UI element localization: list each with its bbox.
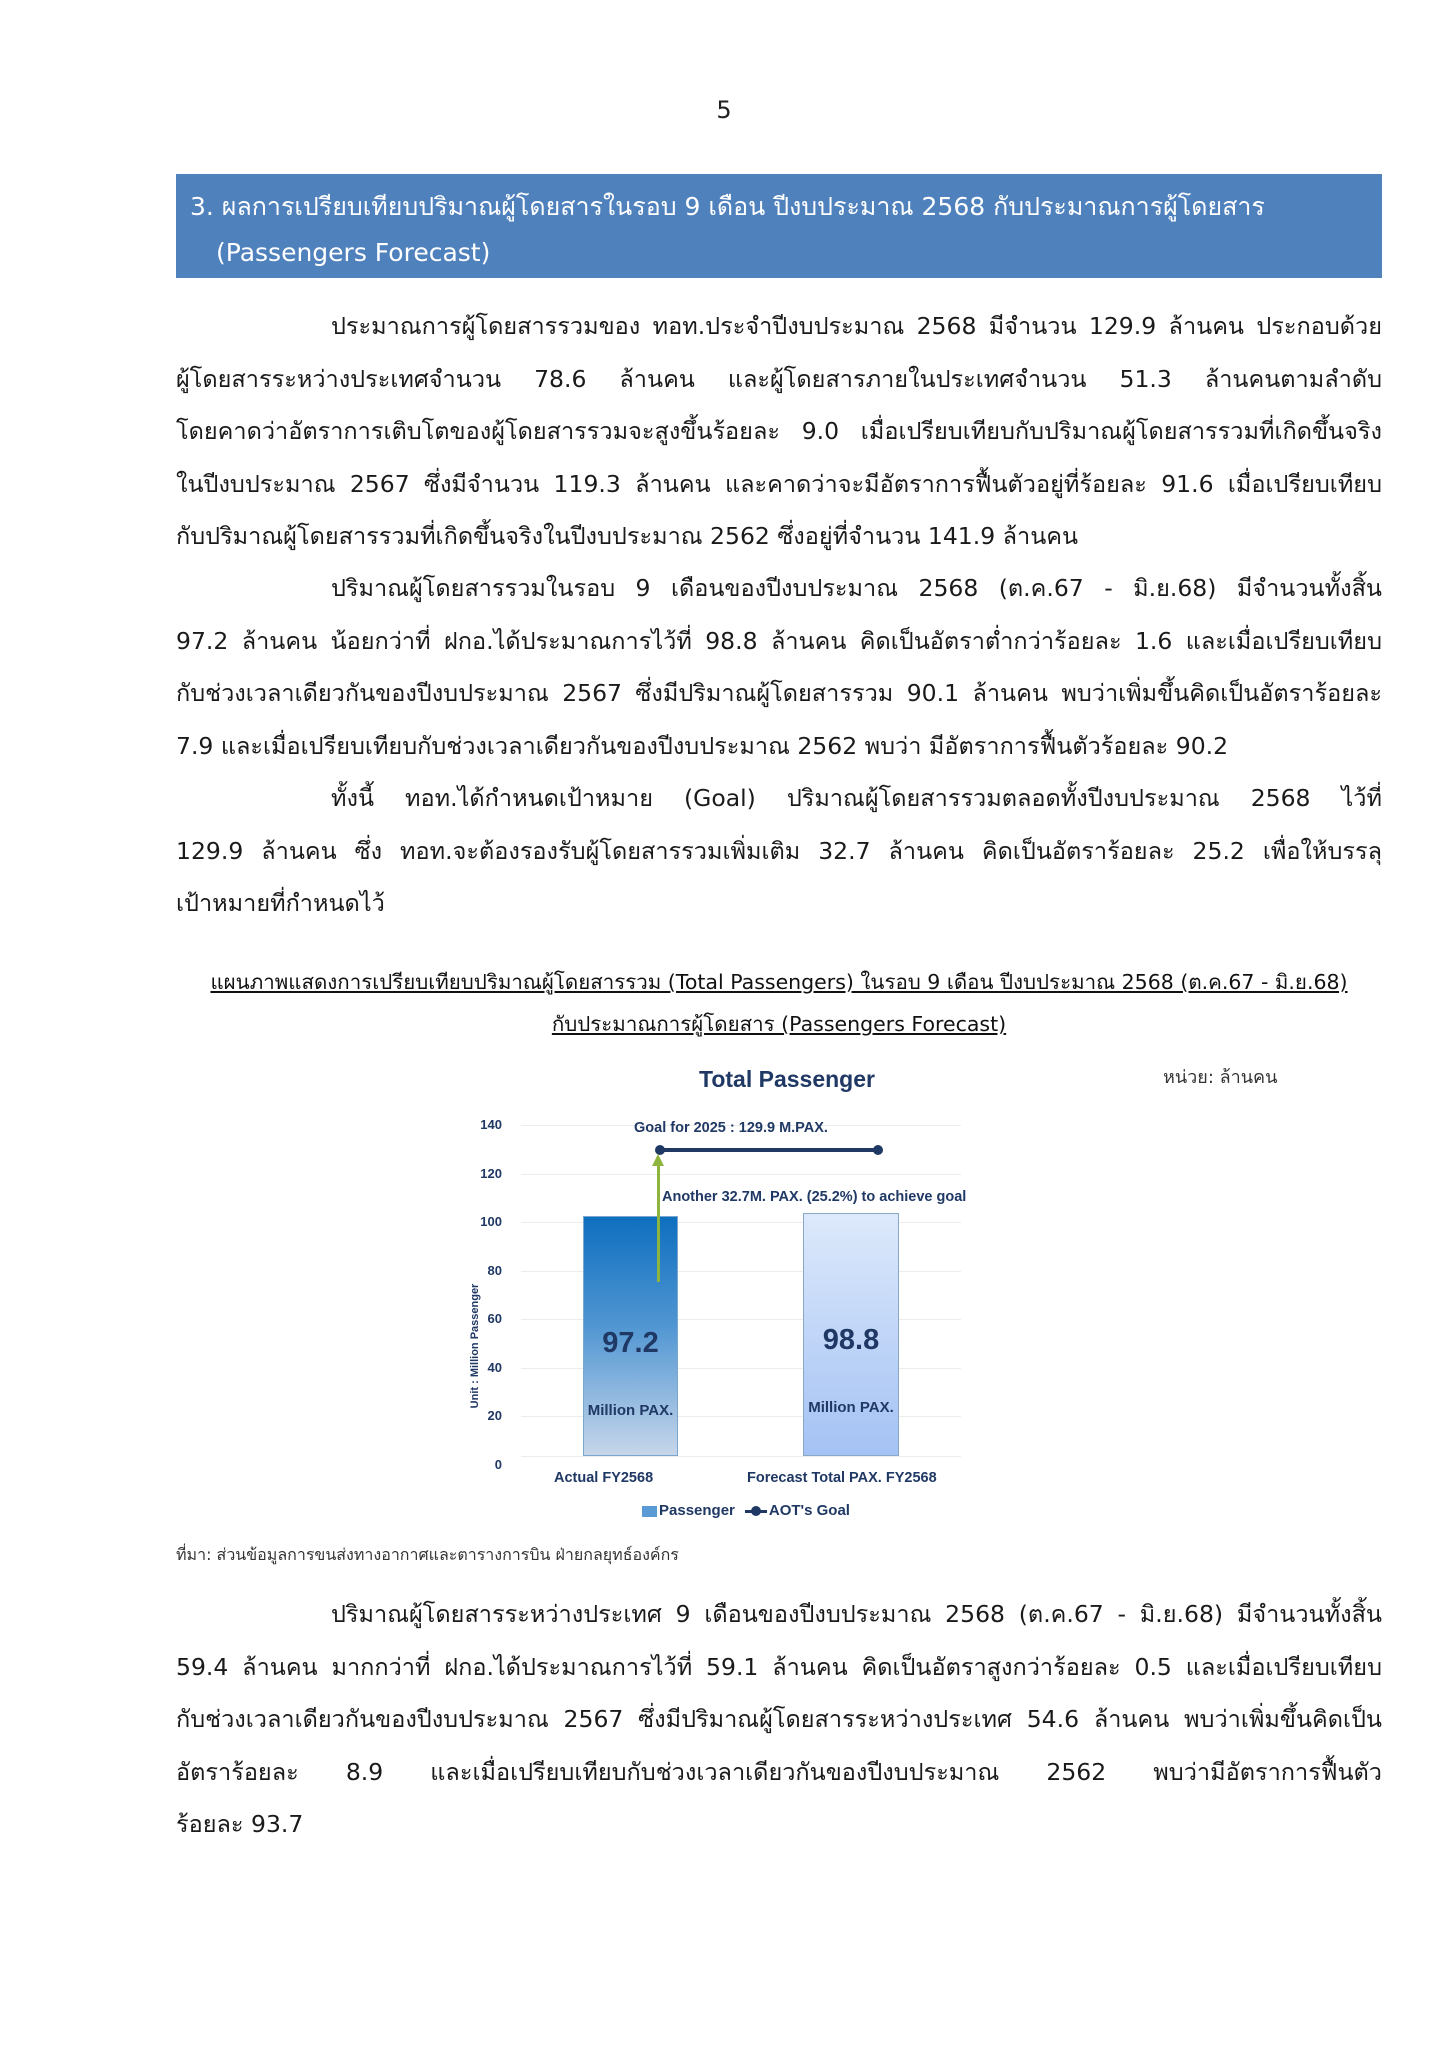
legend-label-goal: AOT's Goal: [768, 1502, 850, 1519]
paragraph-international-passengers: [176, 1588, 1382, 1851]
text-line: ผู้โดยสารระหว่างประเทศจำนวน 78.6 ล้านคน และผู้โดยสารภายในประเทศจำนวน 51.3 ล้านคนตามลำดับ: [176, 364, 1382, 393]
goal-line: [659, 1148, 879, 1152]
gap-arrow: [657, 1164, 660, 1282]
text-line: โดยคาดว่าอัตราการเติบโตของผู้โดยสารรวมจะสูงขึ้นร้อยละ 9.0 เมื่อเปรียบเทียบกับปริมาณผู้โดยสารรวมที่เกิดขึ้นจริง: [176, 417, 1382, 445]
text-line: ปริมาณผู้โดยสารระหว่างประเทศ 9 เดือนของปีงบประมาณ 2568 (ต.ค.67 - มิ.ย.68) มีจำนวนทั้งสิ้น: [331, 1600, 1382, 1628]
text-line: 59.4 ล้านคน มากกว่าที่ ฝกอ.ได้ประมาณการไว้ที่ 59.1 ล้านคน คิดเป็นอัตราสูงกว่าร้อยละ 0.5 และเมื่อเปรียบเทียบ: [176, 1652, 1382, 1681]
bar-actual-fy2568: [583, 1216, 678, 1456]
bar-unit: Million PAX.: [808, 1399, 894, 1416]
paragraph-total-passengers: [176, 562, 1382, 772]
legend-label-passenger: Passenger: [659, 1502, 735, 1519]
y-tick: 20: [487, 1408, 502, 1423]
text-line: 7.9 และเมื่อเปรียบเทียบกับช่วงเวลาเดียวกันของปีงบประมาณ 2562 พบว่า มีอัตราการฟื้นตัวร้อยละ 90.2: [176, 731, 1229, 760]
y-tick: 40: [487, 1360, 502, 1375]
text-line: ในปีงบประมาณ 2567 ซึ่งมีจำนวน 119.3 ล้านคน และคาดว่าจะมีอัตราการฟื้นตัวอยู่ที่ร้อยละ 91.6 เมื่อเปรียบเทียบ: [176, 469, 1382, 498]
bar-value: 97.2: [602, 1327, 659, 1359]
y-tick: 0: [494, 1457, 502, 1472]
text-line: ปริมาณผู้โดยสารรวมในรอบ 9 เดือนของปีงบประมาณ 2568 (ต.ค.67 - มิ.ย.68) มีจำนวนทั้งสิ้น: [331, 574, 1382, 602]
text-line: ร้อยละ 93.7: [176, 1810, 304, 1838]
y-tick: 80: [487, 1263, 502, 1278]
y-axis-title: Unit : Million Passenger: [469, 1283, 481, 1409]
paragraph-goal: [176, 772, 1382, 930]
text-line: 97.2 ล้านคน น้อยกว่าที่ ฝกอ.ได้ประมาณการไว้ที่ 98.8 ล้านคน คิดเป็นอัตราต่ำกว่าร้อยละ 1.6 และเมื่อเปรียบเทียบ: [176, 626, 1382, 655]
y-tick: 140: [480, 1117, 502, 1132]
figure-caption-line-1: แผนภาพแสดงการเปรียบเทียบปริมาณผู้โดยสารรวม (Total Passengers) ในรอบ 9 เดือน ปีงบประมาณ 2568 (ต.ค.67 - มิ.ย.68): [210, 970, 1348, 994]
text-line: กับช่วงเวลาเดียวกันของปีงบประมาณ 2567 ซึ่งมีปริมาณผู้โดยสารระหว่างประเทศ 54.6 ล้านคน พบว่าเพิ่มขึ้นคิดเป็น: [176, 1705, 1382, 1733]
chart-title: Total Passenger: [699, 1066, 875, 1092]
text-line: ทั้งนี้ ทอท.ได้กำหนดเป้าหมาย (Goal) ปริมาณผู้โดยสารรวมตลอดทั้งปีงบประมาณ 2568 ไว้ที่: [331, 784, 1382, 812]
x-label-forecast: Forecast Total PAX. FY2568: [747, 1470, 937, 1486]
figure-caption-line-2: กับประมาณการผู้โดยสาร (Passengers Forecast): [551, 1012, 1007, 1036]
text-line: 129.9 ล้านคน ซึ่ง ทอท.จะต้องรองรับผู้โดยสารรวมเพิ่มเติม 32.7 ล้านคน คิดเป็นอัตราร้อยละ 25.2 เพื่อให้บรรลุ: [176, 836, 1382, 865]
y-tick: 60: [487, 1311, 502, 1326]
y-tick: 100: [480, 1214, 502, 1229]
section-title-line-2: (Passengers Forecast): [216, 238, 491, 267]
text-line: กับช่วงเวลาเดียวกันของปีงบประมาณ 2567 ซึ่งมีปริมาณผู้โดยสารรวม 90.1 ล้านคน พบว่าเพิ่มขึ้นคิดเป็นอัตราร้อยละ: [176, 679, 1382, 707]
source-note: ที่มา: ส่วนข้อมูลการขนส่งทางอากาศและตารางการบิน ฝ่ายกลยุทธ์องค์กร: [176, 1545, 679, 1564]
text-line: เป้าหมายที่กำหนดไว้: [176, 889, 385, 917]
text-line: อัตราร้อยละ 8.9 และเมื่อเปรียบเทียบกับช่วงเวลาเดียวกันของปีงบประมาณ 2562 พบว่ามีอัตราการฟื้นตัว: [176, 1757, 1382, 1786]
gridline: [521, 1174, 961, 1175]
gap-annotation: Another 32.7M. PAX. (25.2%) to achieve goal: [662, 1189, 967, 1205]
paragraph-forecast-overview: [176, 300, 1382, 563]
goal-marker-icon: [873, 1145, 883, 1155]
text-line: กับปริมาณผู้โดยสารรวมที่เกิดขึ้นจริงในปีงบประมาณ 2562 ซึ่งอยู่ที่จำนวน 141.9 ล้านคน: [176, 522, 1079, 550]
text-line: ประมาณการผู้โดยสารรวมของ ทอท.ประจำปีงบประมาณ 2568 มีจำนวน 129.9 ล้านคน ประกอบด้วย: [331, 312, 1382, 340]
total-passenger-chart: [462, 1050, 1062, 1540]
section-title-line-1: 3. ผลการเปรียบเทียบปริมาณผู้โดยสารในรอบ 9 เดือน ปีงบประมาณ 2568 กับประมาณการผู้โดยสาร: [190, 192, 1265, 221]
legend-swatch-passenger-icon: [642, 1506, 657, 1517]
legend-goal-line-icon: [745, 1510, 767, 1513]
bar-value: 98.8: [822, 1324, 880, 1356]
x-label-actual: Actual FY2568: [554, 1470, 654, 1486]
unit-label: หน่วย: ล้านคน: [1163, 1067, 1278, 1088]
bar-forecast-fy2568: [803, 1213, 899, 1456]
gridline: [521, 1456, 961, 1457]
page-number: 5: [716, 96, 732, 124]
y-tick: 120: [480, 1166, 502, 1181]
bar-unit: Million PAX.: [587, 1402, 674, 1419]
chart-legend: [642, 1502, 850, 1519]
section-header: [176, 174, 1382, 278]
goal-annotation: Goal for 2025 : 129.9 M.PAX.: [634, 1120, 828, 1136]
